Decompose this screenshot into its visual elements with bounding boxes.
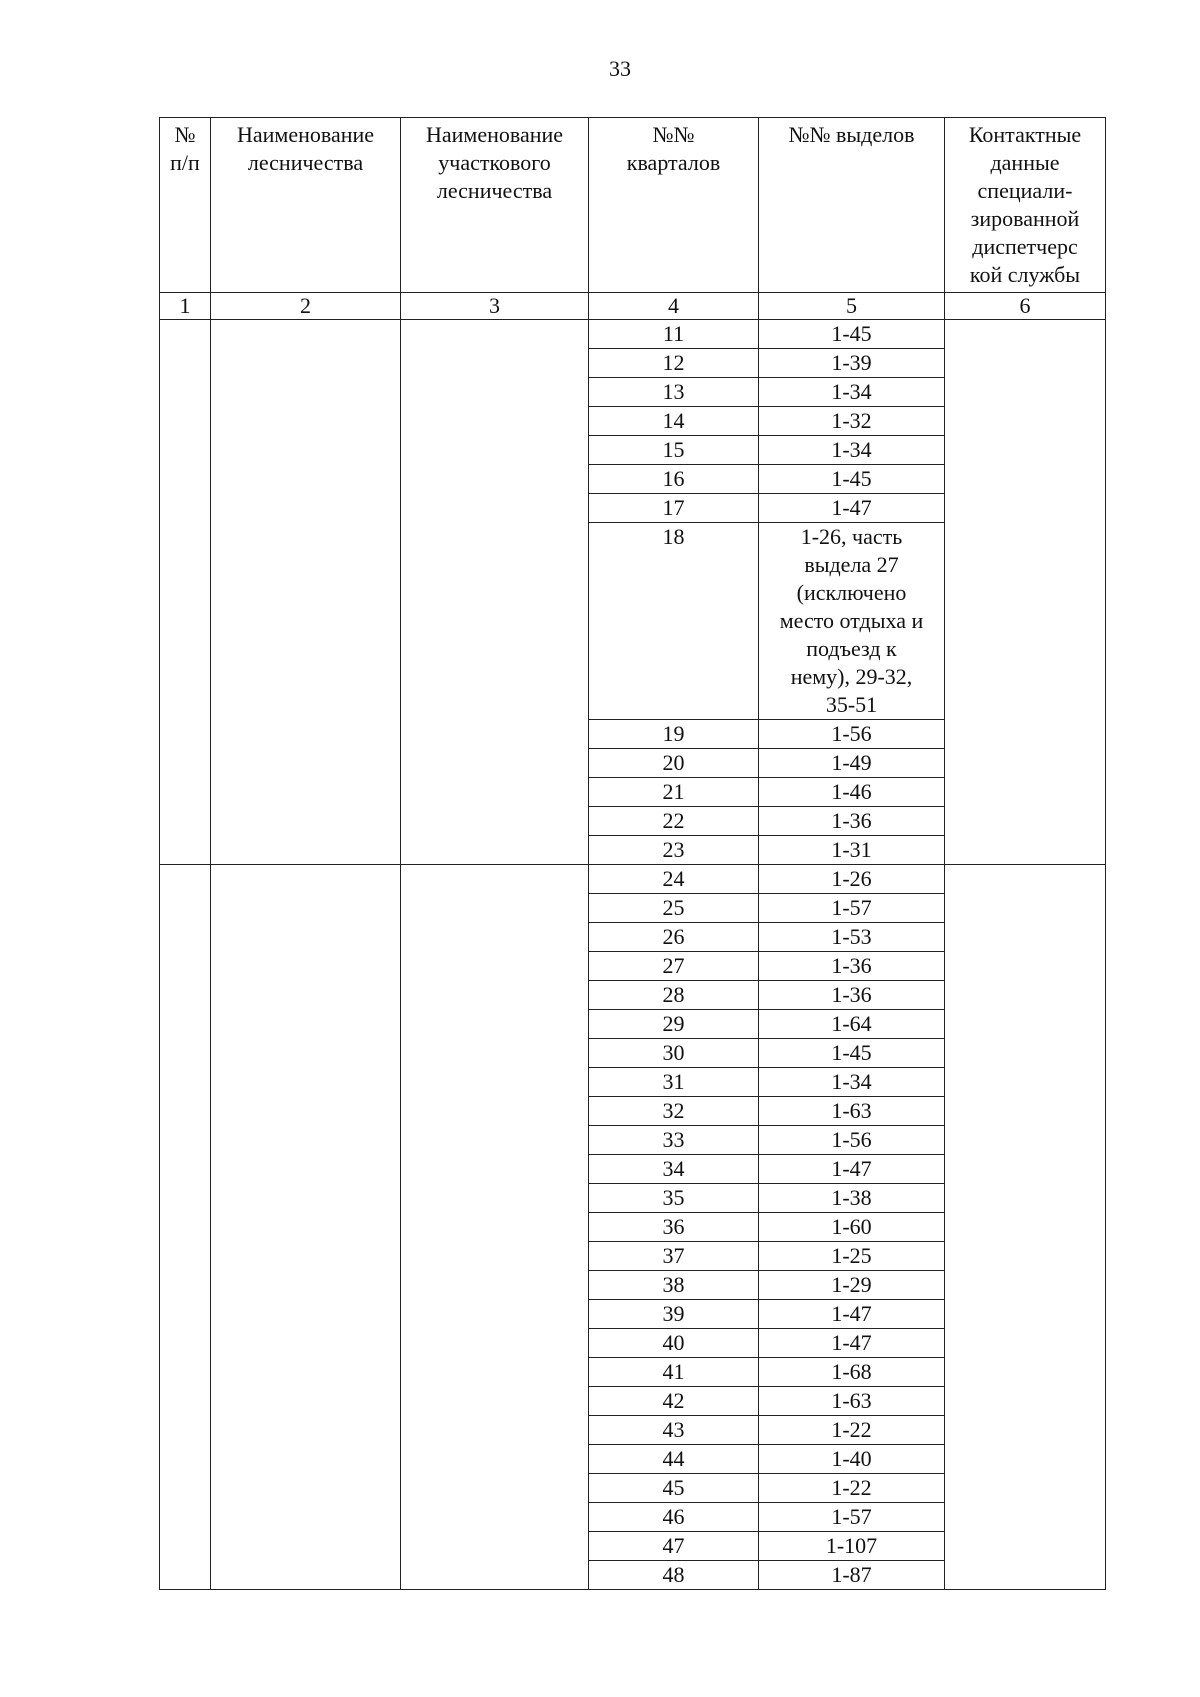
page-number: 33 (609, 56, 631, 81)
table-body (160, 320, 1106, 1590)
cell-kvartal: 23 (589, 836, 759, 865)
header-num: № п/п (160, 118, 211, 293)
header-contacts: Контактные данные специали- зированной диспетчерс кой службы (945, 118, 1106, 293)
cell-kvartal: 29 (589, 1010, 759, 1039)
cell-lesnichestvo (211, 320, 401, 865)
cell-vydely: 1-36 (759, 981, 945, 1010)
header-kvartaly: №№ кварталов (589, 118, 759, 293)
cell-vydely: 1-32 (759, 407, 945, 436)
column-number: 1 (160, 293, 211, 320)
header-lesnichestvo: Наименование лесничества (211, 118, 401, 293)
cell-kvartal: 12 (589, 349, 759, 378)
cell-kvartal: 27 (589, 952, 759, 981)
cell-vydely: 1-63 (759, 1097, 945, 1126)
cell-vydely: 1-49 (759, 749, 945, 778)
cell-kvartal: 43 (589, 1416, 759, 1445)
cell-kvartal: 20 (589, 749, 759, 778)
cell-kvartal: 34 (589, 1155, 759, 1184)
cell-vydely: 1-36 (759, 807, 945, 836)
cell-kvartal: 14 (589, 407, 759, 436)
cell-vydely: 1-60 (759, 1213, 945, 1242)
column-number: 5 (759, 293, 945, 320)
cell-num (160, 865, 211, 1590)
cell-vydely: 1-87 (759, 1561, 945, 1590)
cell-vydely: 1-36 (759, 952, 945, 981)
cell-vydely: 1-47 (759, 494, 945, 523)
cell-vydely: 1-22 (759, 1474, 945, 1503)
cell-kvartal: 33 (589, 1126, 759, 1155)
cell-vydely: 1-40 (759, 1445, 945, 1474)
cell-vydely: 1-47 (759, 1300, 945, 1329)
cell-vydely: 1-56 (759, 1126, 945, 1155)
cell-kvartal: 11 (589, 320, 759, 349)
cell-num (160, 320, 211, 865)
cell-uchastkovoe (401, 865, 589, 1590)
cell-vydely: 1-22 (759, 1416, 945, 1445)
cell-kvartal: 17 (589, 494, 759, 523)
cell-vydely: 1-45 (759, 465, 945, 494)
cell-vydely: 1-46 (759, 778, 945, 807)
cell-kvartal: 24 (589, 865, 759, 894)
cell-vydely: 1-63 (759, 1387, 945, 1416)
cell-kvartal: 48 (589, 1561, 759, 1590)
cell-vydely: 1-107 (759, 1532, 945, 1561)
cell-vydely: 1-26 (759, 865, 945, 894)
cell-kvartal: 18 (589, 523, 759, 720)
cell-kvartal: 26 (589, 923, 759, 952)
cell-vydely: 1-45 (759, 320, 945, 349)
cell-kvartal: 41 (589, 1358, 759, 1387)
cell-kvartal: 22 (589, 807, 759, 836)
cell-vydely: 1-34 (759, 1068, 945, 1097)
cell-kvartal: 30 (589, 1039, 759, 1068)
cell-kvartal: 36 (589, 1213, 759, 1242)
cell-vydely: 1-38 (759, 1184, 945, 1213)
cell-uchastkovoe (401, 320, 589, 865)
cell-kvartal: 16 (589, 465, 759, 494)
cell-kvartal: 32 (589, 1097, 759, 1126)
cell-kvartal: 15 (589, 436, 759, 465)
cell-kvartal: 37 (589, 1242, 759, 1271)
table-row (160, 320, 1106, 349)
cell-vydely: 1-29 (759, 1271, 945, 1300)
cell-contacts (945, 865, 1106, 1590)
cell-vydely: 1-68 (759, 1358, 945, 1387)
cell-kvartal: 31 (589, 1068, 759, 1097)
cell-vydely: 1-34 (759, 378, 945, 407)
column-number-row (160, 293, 1106, 320)
cell-kvartal: 45 (589, 1474, 759, 1503)
cell-kvartal: 46 (589, 1503, 759, 1532)
cell-kvartal: 21 (589, 778, 759, 807)
cell-vydely: 1-31 (759, 836, 945, 865)
cell-kvartal: 35 (589, 1184, 759, 1213)
cell-vydely: 1-64 (759, 1010, 945, 1039)
cell-vydely: 1-25 (759, 1242, 945, 1271)
forest-table-container (159, 117, 1106, 1590)
cell-kvartal: 40 (589, 1329, 759, 1358)
cell-kvartal: 44 (589, 1445, 759, 1474)
cell-kvartal: 25 (589, 894, 759, 923)
cell-kvartal: 13 (589, 378, 759, 407)
cell-vydely: 1-34 (759, 436, 945, 465)
table-row (160, 865, 1106, 894)
header-uchastkovoe: Наименование участкового лесничества (401, 118, 589, 293)
column-number: 6 (945, 293, 1106, 320)
forest-table (159, 117, 1106, 1590)
cell-vydely: 1-53 (759, 923, 945, 952)
cell-lesnichestvo (211, 865, 401, 1590)
cell-contacts (945, 320, 1106, 865)
cell-vydely: 1-45 (759, 1039, 945, 1068)
cell-kvartal: 42 (589, 1387, 759, 1416)
header-vydely: №№ выделов (759, 118, 945, 293)
cell-vydely: 1-39 (759, 349, 945, 378)
cell-vydely: 1-57 (759, 894, 945, 923)
cell-kvartal: 39 (589, 1300, 759, 1329)
cell-vydely: 1-47 (759, 1155, 945, 1184)
column-number: 4 (589, 293, 759, 320)
cell-vydely: 1-56 (759, 720, 945, 749)
header-row (160, 118, 1106, 293)
cell-vydely: 1-57 (759, 1503, 945, 1532)
column-number: 2 (211, 293, 401, 320)
cell-vydely: 1-47 (759, 1329, 945, 1358)
cell-kvartal: 47 (589, 1532, 759, 1561)
cell-kvartal: 38 (589, 1271, 759, 1300)
column-number: 3 (401, 293, 589, 320)
cell-vydely: 1-26, часть выдела 27 (исключено место отдыха и подъезд к нему), 29-32, 35-51 (759, 523, 945, 720)
cell-kvartal: 28 (589, 981, 759, 1010)
cell-kvartal: 19 (589, 720, 759, 749)
